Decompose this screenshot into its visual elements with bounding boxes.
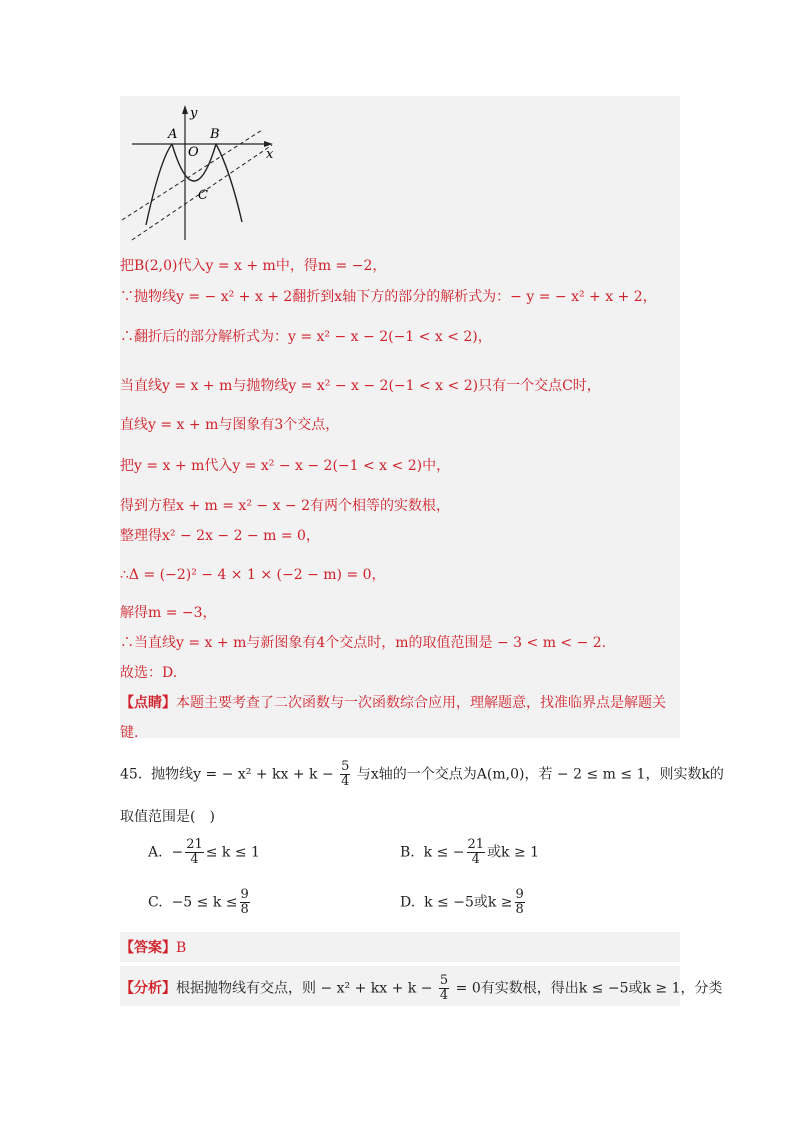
fig-label-B: B — [210, 127, 220, 142]
solution-line-2: ∵抛物线y = − x² + x + 2翻折到x轴下方的部分的解析式为：− y = − x² + x + 2， — [120, 289, 657, 305]
solution-line-9: ∴Δ = (−2)² − 4 × 1 × (−2 − m) = 0， — [120, 567, 386, 583]
fig-label-A: A — [168, 127, 178, 142]
question-number: 45. — [120, 766, 143, 783]
answer-choice: 故选：D. — [120, 665, 178, 681]
option-A[interactable]: A. − $\frac{21}{4}$ ≤ k ≤ 1 — [148, 837, 260, 867]
solution-line-4: 当直线y = x + m与抛物线y = x² − x − 2(−1 < x < 2)只有一个交点C时， — [120, 378, 601, 394]
analysis-fraction: $\frac{5}{4}$ — [439, 973, 449, 1003]
comment-tag: 【点睛】 — [120, 695, 176, 711]
analysis-text-1: 根据抛物线有交点，则 − x² + kx + k − — [176, 980, 433, 997]
analysis-text-2: = 0有实数根，得出k ≤ −5或k ≥ 1，分类 — [455, 980, 723, 997]
answer-panel — [120, 932, 680, 962]
fig-label-O: O — [188, 145, 199, 160]
solution-line-11: ∴当直线y = x + m与新图象有4个交点时，m的取值范围是 − 3 < m < − 2. — [120, 635, 607, 651]
analysis-tag: 【分析】 — [120, 980, 176, 997]
comment-line-1 — [120, 692, 666, 712]
solution-line-8: 整理得x² − 2x − 2 − m = 0， — [120, 528, 320, 544]
question-stem-part2: 与x轴的一个交点为A(m,0)，若 − 2 ≤ m ≤ 1，则实数k的 — [356, 766, 724, 783]
solution-line-7: 得到方程x + m = x² − x − 2有两个相等的实数根， — [120, 498, 451, 514]
solution-line-6: 把y = x + m代入y = x² − x − 2(−1 < x < 2)中， — [120, 458, 451, 474]
answer-line — [120, 937, 186, 957]
comment-text-1: 本题主要考查了二次函数与一次函数综合应用，理解题意，找准临界点是解题关 — [176, 695, 666, 711]
solution-line-1: 把B(2,0)代入y = x + m中，得m = −2， — [120, 258, 387, 274]
answer-value: B — [176, 940, 187, 956]
comment-line-2: 键. — [120, 725, 139, 741]
fig-label-x: x — [266, 147, 274, 162]
fig-label-y: y — [190, 106, 198, 121]
question-stem-line-2: 取值范围是( ) — [120, 809, 215, 825]
option-B[interactable]: B. k ≤ − $\frac{21}{4}$ 或k ≥ 1 — [400, 837, 540, 867]
fig-label-C: C — [198, 188, 208, 203]
parabola-figure — [120, 100, 290, 245]
option-C[interactable]: C. −5 ≤ k ≤ $\frac{9}{8}$ — [148, 887, 249, 917]
question-stem-line-1 — [120, 760, 724, 789]
analysis-line — [120, 974, 723, 1003]
solution-line-3: ∴翻折后的部分解析式为：y = x² − x − 2(−1 < x < 2)， — [120, 329, 492, 345]
question-stem-part1: 抛物线y = − x² + kx + k − — [151, 766, 334, 783]
answer-tag: 【答案】 — [120, 940, 176, 956]
option-D[interactable]: D. k ≤ −5或k ≥ $\frac{9}{8}$ — [400, 887, 524, 917]
solution-line-5: 直线y = x + m与图象有3个交点， — [120, 417, 340, 433]
question-fraction: $\frac{5}{4}$ — [341, 759, 350, 789]
solution-line-10: 解得m = −3， — [120, 605, 217, 621]
